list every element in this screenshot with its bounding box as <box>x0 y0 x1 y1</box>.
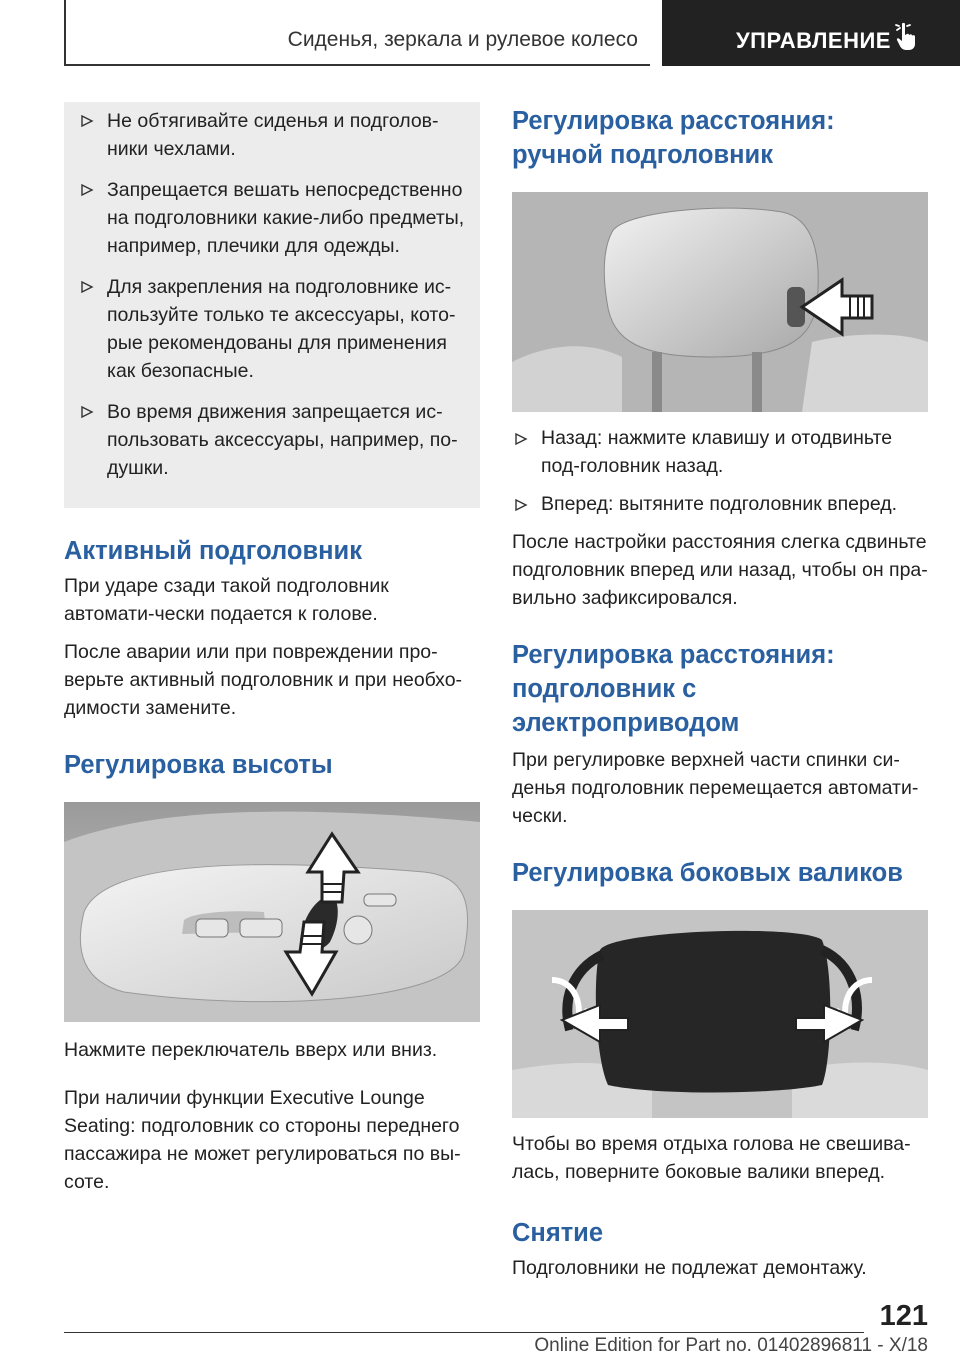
note-text: Для закрепления на подголовнике ис-пользуйте только те аксессуары, кото-рые рекомендованы для применения как безопасные. <box>107 276 456 382</box>
left-column <box>64 102 480 1196</box>
side-bolster-photo <box>512 910 928 1118</box>
section-heading: Регулировка боковых валиков <box>512 859 903 887</box>
note-text: Во время движения запрещается ис-пользовать аксессуары, например, по-душки. <box>107 401 458 479</box>
header-bottom-rule <box>64 64 650 66</box>
footer-rule <box>64 1332 864 1333</box>
list-item <box>78 393 466 490</box>
note-text: Запрещается вешать непосредственно на подголовники какие-либо предметы, например, плечики для одежды. <box>107 179 465 257</box>
triangle-bullet-icon <box>80 183 94 197</box>
list-item <box>78 102 466 171</box>
edition-footer: Online Edition for Part no. 01402896811 - X/18 <box>534 1335 928 1356</box>
list-item <box>512 424 928 480</box>
photo-caption: Чтобы во время отдыха голова не свешива-лась, поверните боковые валики вперед. <box>512 1133 911 1183</box>
paragraph: После аварии или при повреждении про-верьте активный подголовник и при необхо-димости замените. <box>64 641 463 719</box>
list-item <box>512 490 928 518</box>
triangle-bullet-icon <box>80 114 94 128</box>
section-heading: Снятие <box>512 1219 604 1247</box>
chapter-tab[interactable] <box>662 0 960 66</box>
bullet-text: Назад: нажмите клавишу и отодвиньте под-головник назад. <box>541 427 893 477</box>
list-item <box>78 268 466 393</box>
section-heading: Регулировка расстояния: ручной подголовник <box>512 107 835 169</box>
page-number: 121 <box>879 1300 928 1332</box>
triangle-bullet-icon <box>514 498 528 512</box>
seat-switch-photo <box>64 802 480 1022</box>
triangle-bullet-icon <box>80 280 94 294</box>
safety-notes-box <box>64 102 480 508</box>
list-item <box>78 171 466 268</box>
paragraph: Подголовники не подлежат демонтажу. <box>512 1257 867 1279</box>
bullet-text: Вперед: вытяните подголовник вперед. <box>541 493 898 515</box>
paragraph: При ударе сзади такой подголовник автомати-чески подается к голове. <box>64 575 389 625</box>
paragraph: При наличии функции Executive Lounge Seating: подголовник со стороны переднего пассажира не может регулироваться по вы-соте. <box>64 1087 461 1193</box>
section-heading: Регулировка высоты <box>64 751 333 779</box>
section-heading: Регулировка расстояния: подголовник с электроприводом <box>512 641 835 737</box>
chapter-tab-label: УПРАВЛЕНИЕ <box>736 28 891 53</box>
manual-headrest-photo <box>512 192 928 412</box>
photo-caption: Нажмите переключатель вверх или вниз. <box>64 1039 438 1061</box>
note-text: Не обтягивайте сиденья и подголов-ники чехлами. <box>107 110 439 160</box>
triangle-bullet-icon <box>514 432 528 446</box>
triangle-bullet-icon <box>80 405 94 419</box>
right-column <box>512 102 928 1282</box>
section-heading: Активный подголовник <box>64 537 362 565</box>
hand-pointer-icon <box>894 22 920 52</box>
paragraph: После настройки расстояния слегка сдвиньте подголовник вперед или назад, чтобы он пра-вильно зафиксировался. <box>512 531 928 609</box>
paragraph: При регулировке верхней части спинки си-денья подголовник перемещается автомати-чески. <box>512 749 919 827</box>
section-title: Сиденья, зеркала и рулевое колесо <box>287 28 638 51</box>
